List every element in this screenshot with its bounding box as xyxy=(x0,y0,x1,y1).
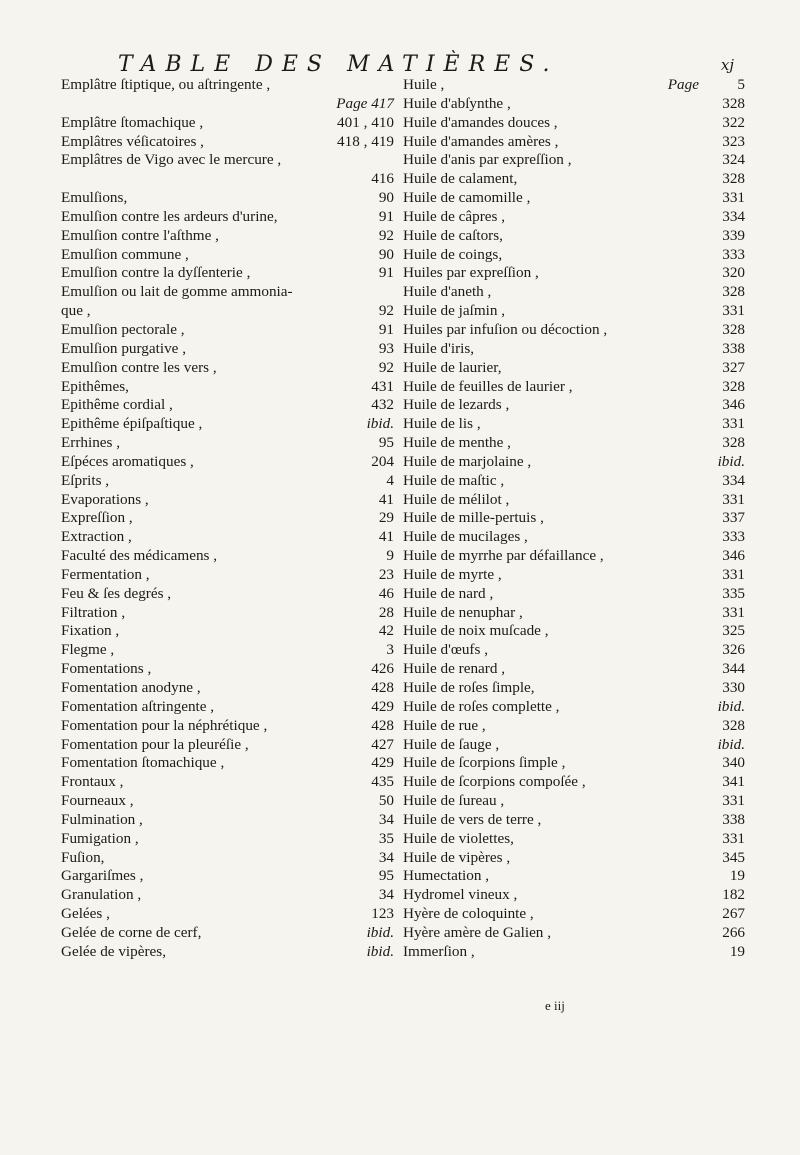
entry-text: Huile de renard , xyxy=(403,660,506,678)
page-reference: 41 xyxy=(378,490,394,508)
index-entry xyxy=(61,566,394,585)
entry-text: Huile de mucilages , xyxy=(403,528,528,546)
page-reference: 42 xyxy=(378,622,394,640)
index-entry xyxy=(403,95,745,114)
entry-text: Huile de vers de terre , xyxy=(403,810,542,828)
page-reference: ibid. xyxy=(717,452,745,470)
entry-text: Huile d'aneth , xyxy=(403,283,492,301)
entry-text: Huile , xyxy=(403,76,445,93)
index-entry xyxy=(61,396,394,415)
page-reference: 328 xyxy=(722,320,745,338)
page-reference: ibid. xyxy=(717,735,745,753)
entry-text: Huile de caſtors, xyxy=(403,226,503,244)
index-entry xyxy=(61,622,394,641)
entry-text: Hydromel vineux , xyxy=(403,886,518,904)
entry-text: Evaporations , xyxy=(61,490,149,508)
index-entry xyxy=(403,698,745,717)
index-entry xyxy=(61,472,394,491)
index-entry xyxy=(61,189,394,208)
index-entry xyxy=(403,76,745,95)
entry-text: Fumigation , xyxy=(61,829,139,847)
page-reference: 267 xyxy=(722,905,745,923)
page-reference: 335 xyxy=(722,584,745,602)
entry-text: Huile de noix muſcade , xyxy=(403,622,549,640)
page-reference: 50 xyxy=(378,792,394,810)
page-reference: ibid. xyxy=(366,415,394,433)
index-entry xyxy=(403,509,745,528)
page-reference: 401 , 410 xyxy=(337,113,394,131)
entry-text: Humectation , xyxy=(403,867,490,885)
page-reference: 331 xyxy=(722,603,745,621)
page-reference: 418 , 419 xyxy=(337,132,394,150)
entry-text: Faculté des médicamens , xyxy=(61,547,218,565)
entry-text: Emplâtre ſtomachique , xyxy=(61,113,204,131)
entry-text: Huiles par expreſſion , xyxy=(403,264,539,282)
index-entry xyxy=(403,528,745,547)
index-entry xyxy=(61,773,394,792)
entry-text: Emulſion purgative , xyxy=(61,339,187,357)
page-reference: 328 xyxy=(722,716,745,734)
entry-text: Gelée de vipères, xyxy=(61,942,166,960)
page-reference: 331 xyxy=(722,792,745,810)
entry-text: Huile de myrrhe par défaillance , xyxy=(403,547,604,565)
page-reference: 19 xyxy=(729,867,745,885)
index-entry xyxy=(403,359,745,378)
index-entry xyxy=(61,905,394,924)
page-reference: 5 xyxy=(737,76,745,93)
index-entry xyxy=(403,434,745,453)
entry-text: Emulſion commune , xyxy=(61,245,189,263)
index-entry xyxy=(61,886,394,905)
index-entry xyxy=(61,302,394,321)
index-entry xyxy=(61,378,394,397)
page-reference: 330 xyxy=(722,679,745,696)
entry-text: Huile de lis , xyxy=(403,415,481,433)
entry-text: Huile d'amandes amères , xyxy=(403,132,559,150)
entry-text: Emulſion contre les vers , xyxy=(61,358,217,376)
page-reference: 324 xyxy=(722,151,745,169)
page-reference: 428 xyxy=(371,679,394,696)
index-entry xyxy=(61,660,394,679)
entry-text: Huile d'amandes douces , xyxy=(403,113,558,131)
index-entry xyxy=(403,151,745,170)
entry-text: Huile de violettes, xyxy=(403,829,514,847)
entry-text: Huile de coings, xyxy=(403,245,503,263)
page-reference: 46 xyxy=(378,584,394,602)
index-entry xyxy=(61,830,394,849)
index-entry xyxy=(61,359,394,378)
index-entry xyxy=(403,491,745,510)
entry-text: Huile de rue , xyxy=(403,716,486,734)
index-entry xyxy=(403,679,745,698)
index-entry xyxy=(403,585,745,604)
page-reference: 416 xyxy=(371,170,394,188)
entry-text: Huile de marjolaine , xyxy=(403,452,532,470)
entry-text: Huile d'anis par expreſſion , xyxy=(403,151,572,169)
index-entry xyxy=(403,622,745,641)
entry-text: Huile de jaſmin , xyxy=(403,302,506,320)
page-reference: 34 xyxy=(378,886,394,904)
page-reference: 346 xyxy=(722,396,745,414)
index-entry xyxy=(403,114,745,133)
entry-text: Huiles par infuſion ou décoction , xyxy=(403,320,608,338)
page-reference: 426 xyxy=(371,660,394,678)
page-reference: 92 xyxy=(378,358,394,376)
index-entry xyxy=(403,246,745,265)
index-entry xyxy=(403,547,745,566)
page-reference: 320 xyxy=(722,264,745,282)
entry-text: Huile de ſcorpions compoſée , xyxy=(403,773,586,791)
page-reference: 204 xyxy=(371,452,394,470)
index-entry xyxy=(403,264,745,283)
page-reference: 91 xyxy=(378,207,394,225)
page-reference: 266 xyxy=(722,923,745,941)
index-entry xyxy=(403,773,745,792)
index-entry xyxy=(403,321,745,340)
index-entry xyxy=(61,736,394,755)
page-reference: 123 xyxy=(371,905,394,923)
index-entry xyxy=(61,264,394,283)
entry-text: Emulſions, xyxy=(61,189,128,207)
index-entry xyxy=(61,151,394,170)
page-reference: 328 xyxy=(722,377,745,395)
entry-text: Emulſion ou lait de gomme ammonia- xyxy=(61,283,293,301)
page-reference: 331 xyxy=(722,189,745,207)
page-reference: 327 xyxy=(722,358,745,376)
index-entry xyxy=(61,283,394,302)
page-reference: 431 xyxy=(371,377,394,395)
entry-text: Emplâtres véſicatoires , xyxy=(61,132,204,150)
entry-text: Epithême cordial , xyxy=(61,396,173,414)
index-entry xyxy=(61,434,394,453)
index-entry xyxy=(403,905,745,924)
entry-text: Immerſion , xyxy=(403,942,475,960)
entry-text: Huile de myrte , xyxy=(403,565,502,583)
entry-text: Flegme , xyxy=(61,641,115,659)
entry-text: Huile de camomille , xyxy=(403,189,531,207)
index-entry xyxy=(61,585,394,604)
index-entry xyxy=(403,830,745,849)
page-reference: 340 xyxy=(722,754,745,772)
page-reference: 4 xyxy=(386,471,394,489)
entry-text: Expreſſion , xyxy=(61,509,133,527)
page-reference: 338 xyxy=(722,810,745,828)
entry-text: Huile de ſureau , xyxy=(403,792,505,810)
page-reference: 428 xyxy=(371,716,394,734)
index-entry xyxy=(61,528,394,547)
header-title: TABLE DES MATIÈRES. xyxy=(118,52,559,77)
index-entry xyxy=(403,717,745,736)
index-entry xyxy=(61,924,394,943)
index-entry xyxy=(403,453,745,472)
page-reference: 95 xyxy=(378,434,394,452)
index-entry xyxy=(61,849,394,868)
index-entry xyxy=(61,867,394,886)
index-entry xyxy=(403,604,745,623)
entry-text: Huile d'œufs , xyxy=(403,641,488,659)
entry-text: Emplâtre ſtiptique, ou aſtringente , xyxy=(61,76,271,93)
index-entry xyxy=(61,340,394,359)
index-entry xyxy=(403,283,745,302)
page-reference: 333 xyxy=(722,245,745,263)
index-entry xyxy=(403,133,745,152)
index-entry xyxy=(61,604,394,623)
index-entry xyxy=(61,227,394,246)
entry-text: Huile de nard , xyxy=(403,584,494,602)
entry-text: Huile de ſcorpions ſimple , xyxy=(403,754,566,772)
index-entry xyxy=(403,396,745,415)
page-reference: 90 xyxy=(378,245,394,263)
entry-text: Fomentation pour la néphrétique , xyxy=(61,716,268,734)
entry-text: Frontaux , xyxy=(61,773,124,791)
index-entry xyxy=(403,886,745,905)
entry-text: Fixation , xyxy=(61,622,120,640)
index-entry xyxy=(403,792,745,811)
entry-text: Huile de mélilot , xyxy=(403,490,510,508)
entry-text: Emulſion contre les ardeurs d'urine, xyxy=(61,207,278,225)
entry-text: Epithêmes, xyxy=(61,377,129,395)
page-reference: 326 xyxy=(722,641,745,659)
index-entry xyxy=(61,943,394,962)
index-entry xyxy=(61,754,394,773)
index-entry xyxy=(403,924,745,943)
index-entry xyxy=(403,811,745,830)
entry-text: Huile de nenuphar , xyxy=(403,603,523,621)
page-reference: 334 xyxy=(722,207,745,225)
header-page-number: xj xyxy=(720,56,734,74)
index-entry xyxy=(61,453,394,472)
page-reference: ibid. xyxy=(366,942,394,960)
index-entry xyxy=(403,849,745,868)
page-reference: 35 xyxy=(378,829,394,847)
index-entry xyxy=(403,736,745,755)
page-reference: 91 xyxy=(378,264,394,282)
index-entry xyxy=(61,76,394,95)
entry-text: Huile de câpres , xyxy=(403,207,506,225)
page-reference: 331 xyxy=(722,829,745,847)
index-entry xyxy=(61,415,394,434)
page-reference: 337 xyxy=(722,509,745,527)
entry-text: Fulmination , xyxy=(61,810,143,828)
page-reference: 91 xyxy=(378,320,394,338)
index-entry xyxy=(61,321,394,340)
index-entry xyxy=(61,641,394,660)
entry-text: Extraction , xyxy=(61,528,132,546)
index-entry xyxy=(403,566,745,585)
entry-text: Fourneaux , xyxy=(61,792,134,810)
entry-text: Fomentations , xyxy=(61,660,152,678)
page-reference: 341 xyxy=(722,773,745,791)
page-reference: 346 xyxy=(722,547,745,565)
index-entry xyxy=(403,641,745,660)
page-reference: 29 xyxy=(378,509,394,527)
page-reference: 331 xyxy=(722,302,745,320)
entry-text: Filtration , xyxy=(61,603,126,621)
page-reference: 28 xyxy=(378,603,394,621)
index-entry xyxy=(61,547,394,566)
entry-text: Emulſion pectorale , xyxy=(61,320,185,338)
index-entry xyxy=(403,378,745,397)
page-reference: 34 xyxy=(378,810,394,828)
page-reference: 23 xyxy=(378,565,394,583)
index-entry xyxy=(61,170,394,189)
page-reference: 429 xyxy=(371,754,394,772)
page-reference: 92 xyxy=(378,302,394,320)
index-entry xyxy=(403,867,745,886)
entry-text: Huile de feuilles de laurier , xyxy=(403,377,573,395)
left-index-column xyxy=(61,76,394,962)
index-entry xyxy=(403,189,745,208)
page-reference: 345 xyxy=(722,848,745,866)
entry-text: Emulſion contre la dyſſenterie , xyxy=(61,264,251,282)
index-entry xyxy=(403,754,745,773)
index-entry xyxy=(403,472,745,491)
page-reference: 95 xyxy=(378,867,394,885)
entry-text: Fomentation pour la pleuréſie , xyxy=(61,735,249,753)
page-reference: 435 xyxy=(371,773,394,791)
index-entry xyxy=(61,679,394,698)
page-reference: 92 xyxy=(378,226,394,244)
index-entry xyxy=(61,208,394,227)
page-label: Page xyxy=(667,76,699,93)
page-reference: 322 xyxy=(722,113,745,131)
index-entry xyxy=(61,133,394,152)
entry-text: Huile d'iris, xyxy=(403,339,475,357)
entry-text: Gargariſmes , xyxy=(61,867,144,885)
entry-text: Granulation , xyxy=(61,886,142,904)
entry-text: que , xyxy=(61,302,91,320)
page-reference: 3 xyxy=(386,641,394,659)
page-reference: 19 xyxy=(729,942,745,960)
page-reference: 93 xyxy=(378,339,394,357)
index-entry xyxy=(61,114,394,133)
page-reference: 34 xyxy=(378,848,394,866)
entry-text: Gelée de corne de cerf, xyxy=(61,923,202,941)
entry-text: Eſprits , xyxy=(61,471,110,489)
page-reference: 333 xyxy=(722,528,745,546)
entry-text: Fermentation , xyxy=(61,565,150,583)
page-reference: 325 xyxy=(722,622,745,640)
entry-text: Epithême épiſpaſtique , xyxy=(61,415,203,433)
page-reference: 427 xyxy=(371,735,394,753)
index-entry xyxy=(61,246,394,265)
page-reference: 328 xyxy=(722,170,745,188)
page-reference: 328 xyxy=(722,283,745,301)
entry-text: Huile de laurier, xyxy=(403,358,502,376)
entry-text: Fomentation anodyne , xyxy=(61,679,201,696)
entry-text: Huile de vipères , xyxy=(403,848,511,866)
index-entry xyxy=(403,660,745,679)
index-entry xyxy=(403,170,745,189)
entry-text: Huile de maſtic , xyxy=(403,471,505,489)
entry-text: Huile d'abſynthe , xyxy=(403,94,511,112)
index-entry xyxy=(403,415,745,434)
index-entry xyxy=(403,340,745,359)
page-reference: 338 xyxy=(722,339,745,357)
page-reference: 331 xyxy=(722,415,745,433)
page-reference: 331 xyxy=(722,490,745,508)
page-reference: 323 xyxy=(722,132,745,150)
index-entry xyxy=(61,491,394,510)
index-entry xyxy=(403,208,745,227)
page-reference: ibid. xyxy=(717,697,745,715)
page-reference: 9 xyxy=(386,547,394,565)
entry-text: Emplâtres de Vigo avec le mercure , xyxy=(61,151,282,169)
entry-text: Hyère de coloquinte , xyxy=(403,905,534,923)
index-entry xyxy=(61,95,394,114)
entry-text: Fomentation aſtringente , xyxy=(61,697,215,715)
index-entry xyxy=(403,943,745,962)
entry-text: Huile de roſes ſimple, xyxy=(403,679,535,696)
entry-text: Huile de lezards , xyxy=(403,396,510,414)
index-entry xyxy=(61,811,394,830)
page-reference: Page 417 xyxy=(336,94,394,112)
index-entry xyxy=(61,509,394,528)
page-reference: 331 xyxy=(722,565,745,583)
page-reference: 334 xyxy=(722,471,745,489)
index-entry xyxy=(403,227,745,246)
entry-text: Fomentation ſtomachique , xyxy=(61,754,225,772)
page-reference: 41 xyxy=(378,528,394,546)
entry-text: Emulſion contre l'aſthme , xyxy=(61,226,219,244)
entry-text: Huile de calament, xyxy=(403,170,518,188)
page-reference: ibid. xyxy=(366,923,394,941)
page-reference: 344 xyxy=(722,660,745,678)
entry-text: Feu & ſes degrés , xyxy=(61,584,172,602)
entry-text: Eſpéces aromatiques , xyxy=(61,452,194,470)
entry-text: Gelées , xyxy=(61,905,110,923)
page-reference: 432 xyxy=(371,396,394,414)
entry-text: Huile de ſauge , xyxy=(403,735,500,753)
catchword: e iij xyxy=(545,998,565,1013)
entry-text: Hyère amère de Galien , xyxy=(403,923,551,941)
page-reference: 339 xyxy=(722,226,745,244)
right-index-column xyxy=(403,76,745,962)
page-reference: 429 xyxy=(371,697,394,715)
page-reference: 90 xyxy=(378,189,394,207)
index-entry xyxy=(61,792,394,811)
page-reference: 328 xyxy=(722,434,745,452)
entry-text: Huile de menthe , xyxy=(403,434,511,452)
entry-text: Huile de mille-pertuis , xyxy=(403,509,544,527)
page-reference: 328 xyxy=(722,94,745,112)
index-entry xyxy=(403,302,745,321)
index-entry xyxy=(61,717,394,736)
entry-text: Fuſion, xyxy=(61,848,105,866)
entry-text: Huile de roſes complette , xyxy=(403,697,560,715)
entry-text: Errhines , xyxy=(61,434,121,452)
index-entry xyxy=(61,698,394,717)
page-reference: 182 xyxy=(722,886,745,904)
